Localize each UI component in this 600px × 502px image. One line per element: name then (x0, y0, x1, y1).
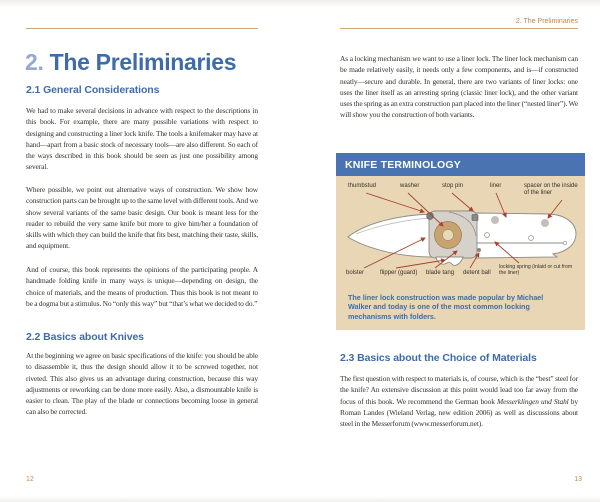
spacer-dot (541, 219, 549, 227)
label-stop-pin: stop pin (442, 183, 464, 189)
paragraph-materials-run-2: by Roman Landes (Wieland Verlag, new edition 2006) as well as discussions about steel in the Messerforum (www.messerforum.net). (340, 396, 578, 429)
detent-ball-shape (477, 248, 481, 252)
section-heading-2-1: 2.1 General Considerations (26, 84, 160, 96)
paragraph-knives-basics: At the beginning we agree on basic specifications of the knife: you should be able to disassemble it, thus the design should allow it to be screwed together, not riveted. This also gives us an advantage during construction, because this way adjustments or reworking can be done more easily. Also, a dismountable knife is easier to clean. The play of the blade or connections becoming loose in general can also be corrected. (26, 351, 258, 417)
label-locking-spring: locking spring (inlaid or cut from the liner) (499, 264, 573, 277)
right-page-top-rule (340, 28, 578, 29)
paragraph-materials-book-title: Messerklingen und Stahl (497, 396, 569, 406)
screw-hole-1 (485, 233, 490, 238)
label-washer: washer (400, 183, 420, 189)
label-detent-ball: detent ball (463, 270, 491, 276)
washer-hole (443, 230, 454, 241)
label-spacer: spacer on the inside of the liner (524, 183, 578, 196)
label-thumbstud: thumbstud (348, 183, 377, 189)
section-heading-2-2: 2.2 Basics about Knives (26, 331, 144, 343)
chapter-title-text: The Preliminaries (49, 49, 237, 75)
chapter-number: 2. (25, 49, 44, 75)
blade-shape (348, 214, 432, 257)
label-bolster: bolster (346, 270, 365, 276)
left-page-top-rule (26, 28, 258, 29)
paragraph-materials-run-1: The first question with respect to materials is, of course, which is the “best” steel for the knife? An extensive discussion at this point would lead too far away from the focus of this book. We recommend the German book (340, 374, 578, 406)
paragraph-general-1: We had to make several decisions in advance with respect to the descriptions in this book. For example, there are many possible variations with respect to designing and constructing a liner lock knife. The tools a knifemaker may have at hand—apart from a basic stock of necessary tools—are also different. So each of the ways described in this book should be seen as just one possibility among several. (26, 106, 258, 172)
chapter-title (25, 49, 265, 76)
label-liner: liner (490, 183, 502, 189)
label-blade-tang: blade tang (426, 270, 455, 276)
screw-hole-2 (529, 236, 534, 241)
paragraph-liner-lock-intro: As a locking mechanism we want to use a liner lock. The liner lock mechanism can be made relatively easily, it needs only a few components, and is—if constructed neatly—secure and durable. In general, there are two variants of liner locks: one uses the liner itself as an arresting spring (classic liner lock), and the other variant uses the spring as an extra construction part placed into the liner (“nested liner”). We will show you the construction of both variants. (340, 54, 578, 120)
paragraph-general-3: And of course, this book represents the opinions of the participating people. A handmade folding knife in many ways is unique—depending on design, the choice of materials, and the means of production. Thus this book is not meant to be a dogma but a stimulus. No “only this way” but “that’s what we decided to do.” (26, 265, 258, 308)
handle-shape (476, 213, 576, 258)
terminology-caption: The liner lock construction was made popular by Michael Walker and today is one of the most common locking mechanisms with folders. (348, 293, 544, 321)
liner-dot (491, 216, 499, 224)
terminology-box-header (336, 153, 585, 176)
paragraph-general-2: Where possible, we point out alternative ways of construction. We show how construction parts can be brought up to the same level with different tools. And we show several variants of the same basic design. Our book is meant less for the reader to rebuild the very same knife but more to give him/her a foundation of skills with which they can build the knife that fits best, matching their taste, skills, and equipment. (26, 185, 258, 251)
label-flipper: flipper (guard) (380, 270, 418, 276)
left-page-number: 12 (26, 476, 34, 483)
running-head: 2. The Preliminaries (515, 18, 578, 25)
knife-terminology-box (336, 153, 585, 330)
section-heading-2-3: 2.3 Basics about the Choice of Materials (340, 352, 537, 364)
stop-pin-shape (472, 215, 478, 221)
paragraph-materials (340, 373, 578, 429)
right-page-number: 13 (574, 476, 582, 483)
terminology-box-title: KNIFE TERMINOLOGY (345, 158, 461, 171)
